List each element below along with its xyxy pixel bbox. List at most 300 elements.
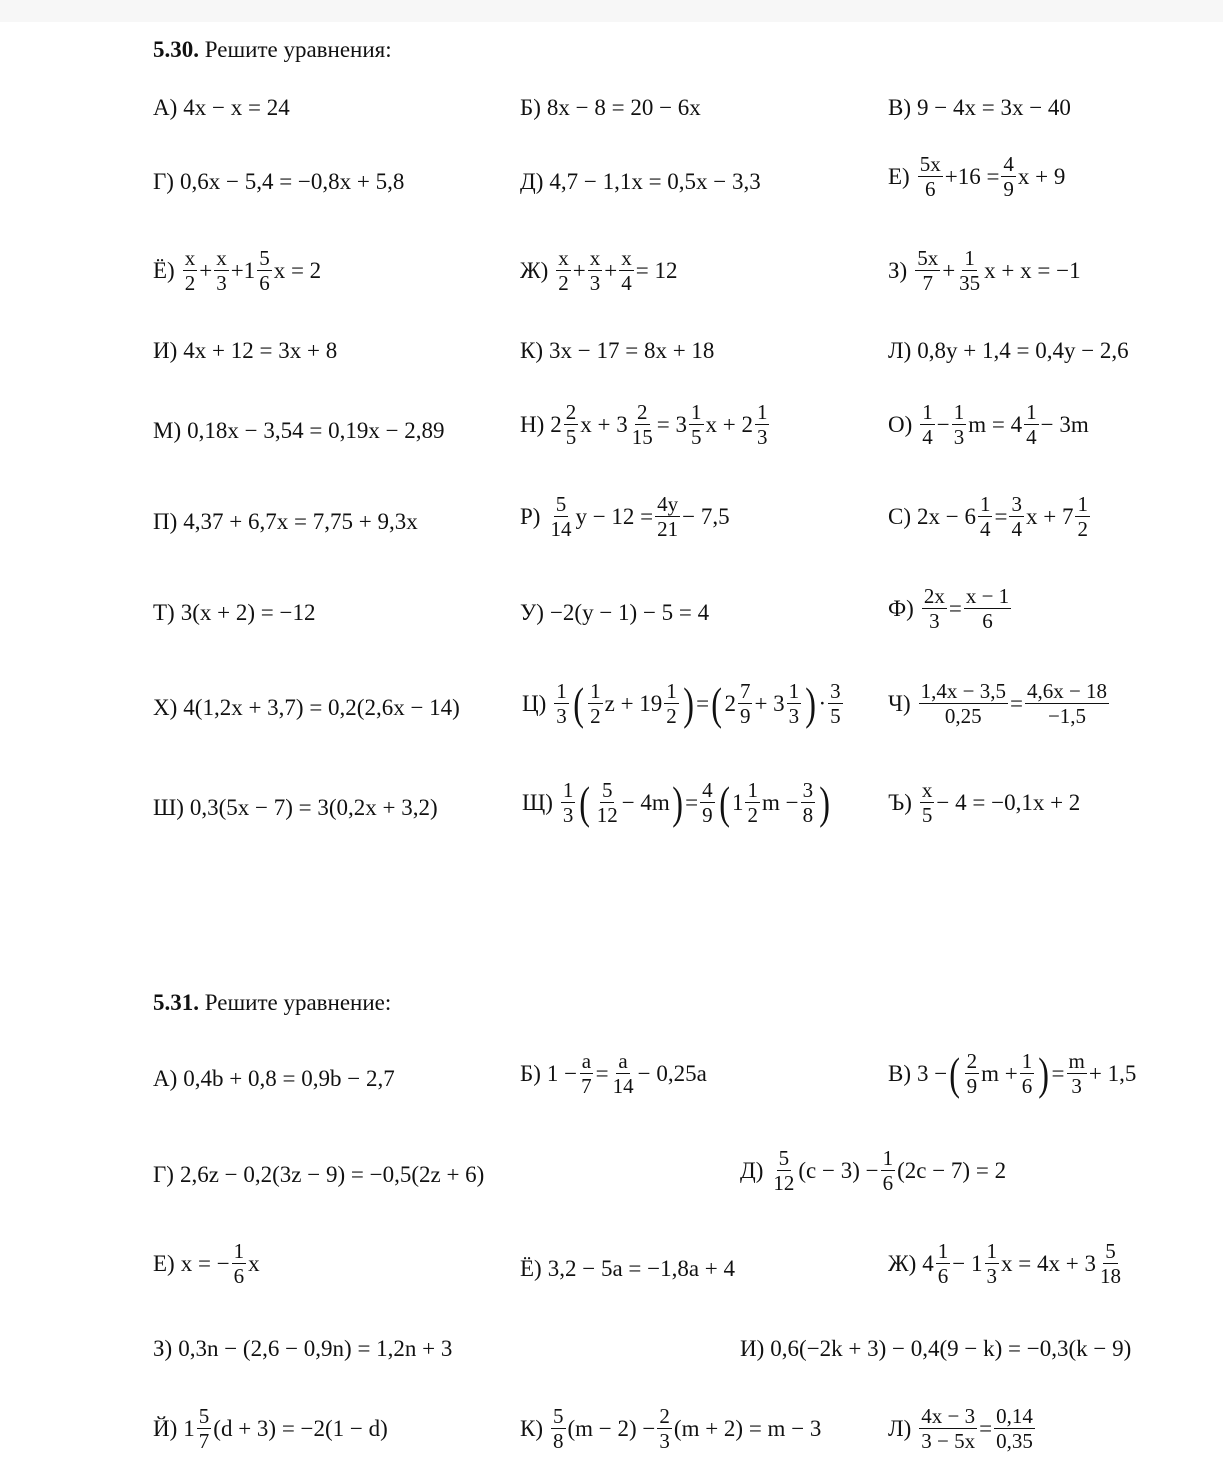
eq-530-g — [153, 169, 404, 195]
denominator: 3 — [216, 271, 227, 296]
fraction — [556, 246, 571, 295]
fraction — [595, 778, 620, 827]
equation: 2,6z − 0,2(3z − 9) = −0,5(2z + 6) — [179, 1162, 485, 1187]
equation: 0,3n − (2,6 − 0,9n) = 1,2n + 3 — [178, 1336, 453, 1361]
fraction — [611, 1049, 636, 1098]
denominator: 2 — [558, 271, 569, 296]
numerator: 1 — [1021, 1049, 1033, 1073]
equation: 3,2 − 5a = −1,8a + 4 — [547, 1256, 736, 1281]
eq-530-a — [153, 95, 290, 121]
term: z + 19 — [604, 690, 663, 716]
eq-530-p — [153, 509, 418, 535]
term: + — [942, 257, 956, 283]
label: В) — [888, 95, 911, 120]
denominator: 3 — [556, 704, 567, 729]
denominator: 2 — [747, 803, 758, 828]
label: Л) — [888, 1415, 912, 1441]
term: x + 7 — [1025, 503, 1074, 529]
equation: 0,18x − 3,54 = 0,19x − 2,89 — [187, 418, 445, 443]
label: Л) — [888, 338, 912, 363]
term: x + 2 — [705, 411, 753, 437]
label: О) — [888, 411, 913, 437]
eq-530-s — [888, 492, 1092, 541]
denominator: 6 — [882, 1171, 894, 1196]
label: Ш) — [153, 795, 184, 820]
denominator: 0,35 — [996, 1429, 1033, 1454]
fraction — [1001, 152, 1016, 201]
denominator: 4 — [979, 517, 991, 542]
fraction — [952, 400, 967, 449]
term: = 3 — [656, 411, 687, 437]
term: − 0,25a — [637, 1060, 707, 1086]
eq-530-yo — [153, 246, 321, 295]
denominator: 14 — [550, 517, 572, 542]
equation: 3(x + 2) = −12 — [180, 600, 316, 625]
denominator: 2 — [590, 704, 601, 729]
eq-531-e — [153, 1239, 260, 1288]
eq-531-g — [153, 1162, 484, 1188]
term: 3 − — [917, 1060, 948, 1086]
eq-530-v — [888, 95, 1071, 121]
denominator: 18 — [1099, 1264, 1121, 1289]
numerator: 5 — [555, 492, 567, 516]
denominator: 35 — [959, 271, 981, 296]
denominator: 6 — [1021, 1074, 1033, 1099]
fraction — [1025, 679, 1109, 728]
equation: 4(1,2x + 3,7) = 0,2(2,6x − 14) — [183, 695, 460, 720]
numerator: 1 — [986, 1239, 998, 1263]
paren-left: ( — [573, 677, 584, 729]
label: Г) — [153, 1162, 174, 1187]
eq-530-m — [153, 418, 445, 444]
numerator: x — [621, 246, 632, 270]
numerator: a — [581, 1049, 592, 1073]
numerator: 3 — [1011, 492, 1022, 516]
paren-left: ( — [579, 776, 591, 828]
fraction — [1067, 1049, 1087, 1098]
denominator: 8 — [802, 803, 814, 828]
term: x + 3 — [580, 411, 628, 437]
section-number: 5.30. — [153, 37, 199, 62]
fraction — [588, 246, 603, 295]
denominator: 3 — [1071, 1074, 1082, 1099]
fraction — [588, 679, 603, 728]
denominator: 5 — [921, 803, 933, 828]
term: y − 12 = — [575, 503, 654, 529]
fraction — [985, 1239, 1000, 1288]
denominator: 9 — [966, 1074, 978, 1099]
term: x — [248, 1250, 260, 1276]
fraction — [920, 778, 935, 827]
denominator: 0,25 — [944, 704, 982, 729]
eq-530-h — [153, 695, 460, 721]
label: Б) — [520, 1060, 541, 1086]
eq-531-zh — [888, 1239, 1125, 1288]
term: x = 4x + 3 — [1001, 1250, 1096, 1276]
term: = — [1051, 1060, 1065, 1086]
term: +1 — [230, 257, 256, 283]
fraction — [771, 1146, 796, 1195]
eq-530-ts — [522, 679, 845, 728]
term: − 7,5 — [682, 503, 730, 529]
numerator: 2 — [637, 400, 648, 424]
eq-530-l — [888, 338, 1129, 364]
term: − — [936, 411, 950, 437]
numerator: 1 — [233, 1239, 245, 1263]
fraction — [745, 778, 760, 827]
equation: 4,37 + 6,7x = 7,75 + 9,3x — [183, 509, 418, 534]
term: m − — [761, 789, 799, 815]
eq-530-t — [153, 600, 315, 626]
label: Е) — [153, 1250, 175, 1276]
equation: 0,8y + 1,4 = 0,4y − 2,6 — [917, 338, 1129, 363]
denominator: 7 — [922, 271, 933, 296]
term: 1 — [731, 789, 744, 815]
numerator: 3 — [830, 679, 841, 703]
eq-531-v — [888, 1049, 1136, 1098]
fraction — [918, 152, 943, 201]
numerator: 1 — [590, 679, 601, 703]
term: x + x = −1 — [984, 257, 1081, 283]
fraction — [564, 400, 579, 449]
equation: 4x − x = 24 — [183, 95, 290, 120]
fraction — [197, 1404, 212, 1453]
denominator: 3 — [986, 1264, 998, 1289]
numerator: 2 — [966, 1049, 978, 1073]
paren-right: ) — [683, 677, 694, 729]
numerator: 2 — [565, 400, 577, 424]
denominator: 2 — [666, 704, 677, 729]
denominator: 15 — [631, 425, 653, 450]
term: (m + 2) = m − 3 — [673, 1415, 822, 1441]
equation: 0,4b + 0,8 = 0,9b − 2,7 — [183, 1066, 395, 1091]
numerator: 1 — [953, 400, 965, 424]
fraction — [619, 246, 634, 295]
fraction — [1075, 492, 1090, 541]
fraction — [183, 246, 198, 295]
label: Ж) — [888, 1250, 917, 1276]
numerator: 2x — [923, 584, 945, 608]
eq-530-o — [888, 400, 1089, 449]
fraction — [630, 400, 655, 449]
fraction — [1020, 1049, 1035, 1098]
label: З) — [153, 1336, 173, 1361]
fraction — [787, 679, 802, 728]
numerator: x — [589, 246, 601, 270]
term: − 4 = −0,1x + 2 — [936, 789, 1081, 815]
term: = — [685, 789, 699, 815]
fraction — [919, 679, 1008, 728]
fraction — [881, 1146, 896, 1195]
denominator: 9 — [702, 803, 713, 828]
denominator: 3 — [659, 1429, 670, 1454]
top-bar — [0, 0, 1223, 22]
denominator: 3 — [756, 425, 768, 450]
numerator: 1 — [964, 246, 975, 270]
fraction — [755, 400, 770, 449]
eq-530-r — [520, 492, 730, 541]
label: З) — [888, 257, 908, 283]
equation: −2(y − 1) − 5 = 4 — [549, 600, 710, 625]
term: + — [199, 257, 213, 283]
term: = — [696, 690, 710, 716]
eq-530-ch — [888, 679, 1111, 728]
numerator: 1 — [556, 679, 567, 703]
term: (m − 2) − — [567, 1415, 656, 1441]
fraction — [689, 400, 704, 449]
term: − 4m — [621, 789, 670, 815]
label: Ф) — [888, 595, 914, 621]
paren-right: ) — [805, 677, 817, 729]
term: + — [604, 257, 618, 283]
label: Х) — [153, 695, 178, 720]
denominator: 5 — [691, 425, 702, 450]
fraction — [579, 1049, 594, 1098]
equation: 3x − 17 = 8x + 18 — [549, 338, 715, 363]
paren-left: ( — [711, 677, 723, 729]
fraction — [957, 246, 982, 295]
fraction — [994, 1404, 1035, 1453]
fraction — [1024, 400, 1039, 449]
label: Ц) — [522, 690, 547, 716]
label: Ж) — [520, 257, 549, 283]
fraction — [548, 492, 573, 541]
term: · — [818, 690, 827, 716]
eq-530-i — [153, 338, 337, 364]
fraction — [801, 778, 816, 827]
fraction — [964, 584, 1011, 633]
fraction — [978, 492, 993, 541]
label: Й) — [153, 1415, 178, 1441]
denominator: 6 — [982, 609, 993, 634]
term: x = − — [180, 1250, 230, 1276]
denominator: 6 — [233, 1264, 245, 1289]
numerator: 5x — [919, 152, 941, 176]
label: Д) — [520, 169, 544, 194]
label: Н) — [520, 411, 545, 437]
label: Щ) — [522, 789, 553, 815]
term: = — [595, 1060, 609, 1086]
denominator: 5 — [565, 425, 577, 450]
term: + — [572, 257, 586, 283]
fraction — [922, 584, 947, 633]
term: = — [994, 503, 1008, 529]
numerator: 1 — [756, 400, 768, 424]
denominator: 3 — [953, 425, 965, 450]
label: С) — [888, 503, 911, 529]
term: 1 − — [546, 1060, 578, 1086]
numerator: a — [618, 1049, 628, 1073]
numerator: x − 1 — [965, 584, 1010, 608]
label: К) — [520, 338, 543, 363]
term: + 1,5 — [1088, 1060, 1137, 1086]
section-title-531 — [153, 990, 391, 1016]
eq-530-z — [888, 246, 1081, 295]
denominator: 6 — [259, 271, 270, 296]
paren-right: ) — [672, 776, 683, 828]
term: = — [979, 1415, 993, 1441]
numerator: 1,4x − 3,5 — [920, 679, 1006, 703]
eq-531-l — [888, 1404, 1037, 1453]
fraction — [738, 679, 753, 728]
equation: 0,6(−2k + 3) − 0,4(9 − k) = −0,3(k − 9) — [770, 1336, 1132, 1361]
fraction — [232, 1239, 247, 1288]
fraction — [554, 679, 569, 728]
numerator: x — [216, 246, 227, 270]
term: m + — [981, 1060, 1018, 1086]
numerator: 3 — [802, 778, 814, 802]
label: П) — [153, 509, 178, 534]
eq-531-b — [520, 1049, 707, 1098]
numerator: 2 — [659, 1404, 670, 1428]
numerator: 5 — [601, 778, 613, 802]
denominator: 3 − 5x — [921, 1429, 976, 1454]
numerator: 0,14 — [996, 1404, 1033, 1428]
fraction — [915, 246, 940, 295]
label: Б) — [520, 95, 541, 120]
denominator: 2 — [1077, 517, 1088, 542]
label: Д) — [740, 1157, 764, 1183]
label: В) — [888, 1060, 911, 1086]
label: И) — [740, 1336, 765, 1361]
fraction — [664, 679, 679, 728]
numerator: 5x — [917, 246, 939, 270]
fraction — [1098, 1239, 1123, 1288]
term: 2x − 6 — [917, 503, 976, 529]
eq-531-j — [153, 1404, 388, 1453]
numerator: 5 — [553, 1404, 564, 1428]
fraction — [700, 778, 715, 827]
denominator: 7 — [581, 1074, 592, 1099]
label: Ъ) — [888, 789, 912, 815]
numerator: 1 — [922, 400, 933, 424]
fraction — [257, 246, 272, 295]
denominator: 9 — [739, 704, 751, 729]
numerator: 4,6x − 18 — [1026, 679, 1108, 703]
denominator: −1,5 — [1047, 704, 1087, 729]
eq-530-f — [888, 584, 1013, 633]
numerator: 5 — [198, 1404, 210, 1428]
numerator: 4y — [657, 492, 679, 516]
term: 4 — [922, 1250, 934, 1276]
numerator: x — [558, 246, 569, 270]
term: 2 — [724, 690, 736, 716]
term: = — [948, 595, 962, 621]
eq-530-sh — [153, 795, 438, 821]
eq-530-n — [520, 400, 771, 449]
paren-right: ) — [1038, 1047, 1050, 1099]
denominator: 4 — [1011, 517, 1022, 542]
term: + 3 — [754, 690, 785, 716]
numerator: 1 — [666, 679, 677, 703]
equation: 8x − 8 = 20 − 6x — [546, 95, 701, 120]
numerator: 1 — [937, 1239, 949, 1263]
eq-531-i — [740, 1336, 1131, 1362]
label: М) — [153, 418, 182, 443]
denominator: 21 — [657, 517, 679, 542]
eq-530-b — [520, 95, 701, 121]
numerator: 1 — [1026, 400, 1037, 424]
label: У) — [520, 600, 544, 625]
fraction — [561, 778, 576, 827]
paren-left: ( — [949, 1047, 961, 1099]
equation: 4x + 12 = 3x + 8 — [183, 338, 338, 363]
label: А) — [153, 1066, 178, 1091]
eq-531-yo — [520, 1256, 735, 1282]
equation: 4,7 − 1,1x = 0,5x − 3,3 — [549, 169, 761, 194]
numerator: 4 — [702, 778, 713, 802]
fraction — [919, 1404, 977, 1453]
denominator: 8 — [553, 1429, 564, 1454]
numerator: 1 — [788, 679, 800, 703]
label: А) — [153, 95, 178, 120]
denominator: 14 — [612, 1074, 634, 1099]
label: Т) — [153, 600, 175, 625]
eq-530-sch — [522, 778, 832, 827]
paren-right: ) — [819, 776, 831, 828]
denominator: 4 — [1026, 425, 1037, 450]
label: Г) — [153, 169, 174, 194]
section-number: 5.31. — [153, 990, 199, 1015]
denominator: 3 — [562, 803, 574, 828]
fraction — [828, 679, 843, 728]
numerator: 5 — [778, 1146, 790, 1170]
fraction — [965, 1049, 980, 1098]
numerator: 5 — [1105, 1239, 1116, 1263]
numerator: 1 — [562, 778, 574, 802]
denominator: 4 — [621, 271, 632, 296]
eq-530-zh — [520, 246, 677, 295]
label: Р) — [520, 503, 541, 529]
label: К) — [520, 1415, 543, 1441]
term: x = 2 — [273, 257, 322, 283]
denominator: 4 — [922, 425, 933, 450]
equation: 0,6x − 5,4 = −0,8x + 5,8 — [179, 169, 405, 194]
denominator: 3 — [589, 271, 601, 296]
label: Ё) — [520, 1256, 542, 1281]
eq-531-d — [740, 1146, 1006, 1195]
eq-530-k — [520, 338, 714, 364]
numerator: 5 — [259, 246, 270, 270]
section-heading: Решите уравнения: — [204, 37, 392, 62]
term: 1 — [183, 1415, 195, 1441]
term: +16 = — [944, 163, 1000, 189]
term: (c − 3) − — [798, 1157, 879, 1183]
numerator: x — [921, 778, 933, 802]
eq-531-a — [153, 1066, 395, 1092]
numerator: 1 — [979, 492, 991, 516]
denominator: 7 — [198, 1429, 210, 1454]
fraction — [936, 1239, 951, 1288]
numerator: 1 — [882, 1146, 894, 1170]
eq-530-hard — [888, 778, 1080, 827]
label: Е) — [888, 163, 910, 189]
numerator: 7 — [739, 679, 751, 703]
term: = — [1009, 690, 1023, 716]
denominator: 6 — [924, 177, 936, 202]
term: = 12 — [635, 257, 678, 283]
eq-530-u — [520, 600, 709, 626]
fraction — [920, 400, 935, 449]
denominator: 5 — [830, 704, 841, 729]
denominator: 6 — [937, 1264, 949, 1289]
fraction — [551, 1404, 566, 1453]
label: И) — [153, 338, 178, 363]
term: m = 4 — [968, 411, 1023, 437]
term: 2 — [550, 411, 562, 437]
denominator: 12 — [596, 803, 618, 828]
denominator: 9 — [1003, 177, 1014, 202]
